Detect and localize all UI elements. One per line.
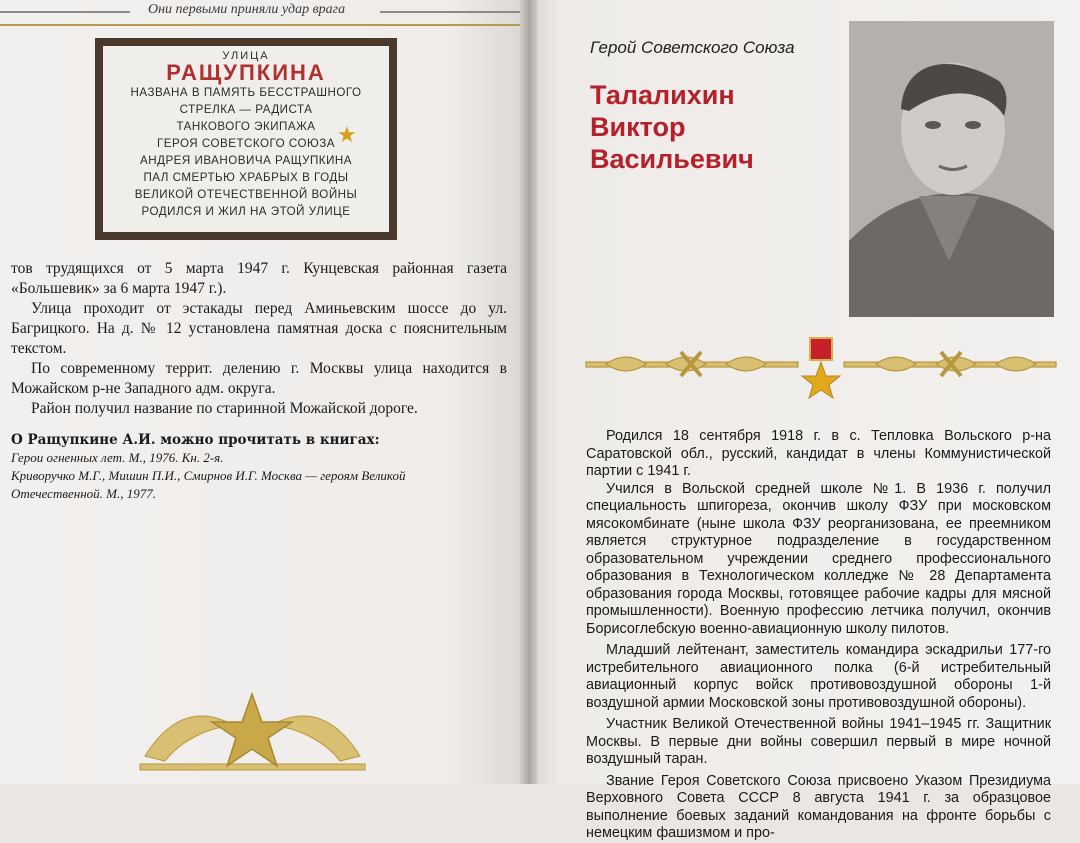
paragraph: По современному террит. делению г. Москвы улица находится в Можайском р-не Западного адм. округа. (11, 360, 507, 397)
header-band (0, 0, 520, 26)
star-laurel-ornament (140, 686, 365, 770)
header-rule (0, 11, 130, 13)
section-rubric: Герой Советского Союза (590, 38, 795, 57)
hero-portrait-photo (849, 21, 1054, 317)
plaque-street: УЛИЦА (222, 50, 270, 62)
paragraph: Родился 18 сентября 1918 г. в с. Тепловка Вольского р-на Саратовской обл., русский, кандидат в члены Коммунистической партии с 1941 г. (586, 428, 1051, 479)
header-rule (380, 11, 520, 13)
star-icon (212, 694, 292, 766)
laurel-star-divider (586, 330, 1056, 400)
references-title: О Ращупкине А.И. можно прочитать в книгах: (11, 432, 380, 448)
memorial-plaque-photo (95, 38, 397, 240)
plaque-line: АНДРЕЯ ИВАНОВИЧА РАЩУПКИНА (139, 154, 353, 167)
plaque-line: ПАЛ СМЕРТЬЮ ХРАБРЫХ В ГОДЫ (143, 171, 349, 184)
star-icon: ★ (337, 122, 357, 147)
plaque-inner (103, 46, 389, 232)
plaque-name: РАЩУПКИНА (166, 60, 326, 85)
left-body (11, 259, 507, 419)
plaque-line: НАЗВАНА В ПАМЯТЬ БЕССТРАШНОГО (130, 86, 362, 99)
left-page (0, 0, 528, 784)
plaque-line: РОДИЛСЯ И ЖИЛ НА ЭТОЙ УЛИЦЕ (141, 205, 351, 218)
reference-item: Криворучко М.Г., Мишин П.И., Смирнов И.Г. Москва — героям Великой Отечественной. М., 1977. (11, 468, 406, 501)
paragraph: Младший лейтенант, заместитель командира эскадрильи 177-го истребительного авиационного полка (6-й истребительный авиационный корпус войск противовоздушной обороны 1-й воздушной армии Московской зоны противовоздушной обороны). (586, 642, 1051, 711)
running-head: Они первыми приняли удар врага (148, 2, 346, 17)
plaque-line: ГЕРОЯ СОВЕТСКОГО СОЮЗА (157, 137, 335, 150)
plaque-line: ВЕЛИКОЙ ОТЕЧЕСТВЕННОЙ ВОЙНЫ (134, 188, 358, 201)
paragraph: Участник Великой Отечественной войны 1941–1945 гг. Защитник Москвы. В первые дни войны совершил первый в мире ночной воздушный таран. (586, 716, 1051, 767)
laurel-branch-icon (844, 352, 1056, 376)
paragraph: Учился в Вольской средней школе №1. В 1936 г. получил специальность шпигореза, окончив школу ФЗУ при московском мясокомбинате (ныне школа ФЗУ реорганизована, ее преемником является структурное подразделение в государственном образовательном учреждении среднего профессионального образования в Технологическом колледже № 28 Департамента образования города Москвы, готовящее рабочие кадры для мясной промышленности). Военную профессию летчика получил, окончив Борисоглебскую военно-авиационную школу пилотов. (586, 480, 1051, 637)
hero-patronymic: Васильевич (590, 144, 754, 174)
hero-first-name: Виктор (590, 112, 686, 142)
paragraph: Улица проходит от эстакады перед Аминьевским шоссе до ул. Багрицкого. На д. № 12 установлена памятная доска с пояснительным текстом. (11, 300, 507, 357)
gold-star-medal-icon (802, 338, 840, 398)
plaque-line: СТРЕЛКА — РАДИСТА (179, 103, 313, 116)
reference-item: Герои огненных лет. М., 1976. Кн. 2-я. (11, 450, 224, 465)
laurel-branch-icon (586, 352, 798, 376)
plaque-line: ТАНКОВОГО ЭКИПАЖА (176, 120, 316, 133)
biography-text (586, 428, 1051, 843)
book-gutter (520, 0, 538, 784)
paragraph: Район получил название по старинной Можайской дороге. (31, 400, 418, 417)
paragraph: тов трудящихся от 5 марта 1947 г. Кунцевская районная газета «Большевик» за 6 марта 1947 г.). (11, 260, 507, 297)
right-page (528, 0, 1080, 841)
hero-surname: Талалихин (590, 80, 735, 110)
paragraph: Звание Героя Советского Союза присвоено Указом Президиума Верховного Совета СССР 8 августа 1941 г. за образцовое выполнение боевых заданий командования на фронте борьбы с немецким фашизмом и про- (586, 772, 1051, 841)
